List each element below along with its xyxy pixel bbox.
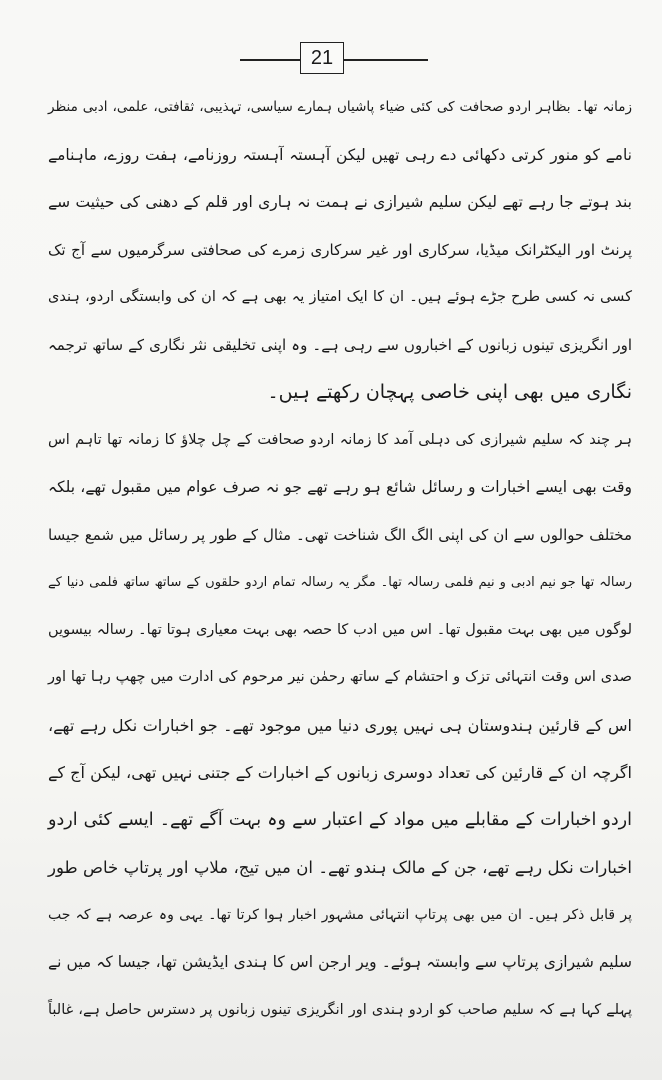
text-line: وقت بھی ایسے اخبارات و رسائل شائع ہو رہے تھے جو نہ صرف عوام میں مقبول تھے، بلکہ [48,478,632,496]
text-line: لوگوں میں بھی بہت مقبول تھا۔ اس میں ادب کا حصہ بھی بہت معیاری ہوتا تھا۔ رسالہ بیسویں [48,621,632,638]
text-line: اگرچہ ان کے قارئین کی تعداد دوسری زبانوں کے اخبارات کے جتنی نہیں تھی، لیکن آج کے [48,763,632,782]
text-line: زمانہ تھا۔ بظاہر اردو صحافت کی کئی ضیاء پاشیاں ہمارے سیاسی، تہذیبی، ثقافتی، علمی، ادبی منظر [48,99,632,115]
page-number: 21 [300,42,344,74]
text-line: صدی اس وقت انتہائی تزک و احتشام کے ساتھ رحمٰن نیر مرحوم کی ادارت میں چھپ رہا تھا اور [48,669,632,685]
text-line: اس کے قارئین ہندوستان ہی نہیں پوری دنیا میں موجود تھے۔ جو اخبارات نکل رہے تھے، [48,715,632,735]
page-header [0,42,662,76]
text-line: اخبارات نکل رہے تھے، جن کے مالک ہندو تھے۔ ان میں تیج، ملاپ اور پرتاپ خاص طور [48,858,632,877]
text-line: نامے کو منور کرتی دکھائی دے رہی تھیں لیکن آہستہ آہستہ روزنامے، ہفت روزے، ماہنامے [48,145,632,164]
header-rule-right [344,59,428,61]
header-rule-left [240,59,300,61]
text-line: اور انگریزی تینوں زبانوں کے اخباروں سے رہی ہے۔ وہ اپنی تخلیقی نثر نگاری کے ساتھ ترجمہ [48,335,632,354]
text-line: پرنٹ اور الیکٹرانک میڈیا، سرکاری اور غیر سرکاری زمرے کی صحافتی سرگرمیوں سے آج تک [48,240,632,259]
text-line: پر قابل ذکر ہیں۔ ان میں بھی پرتاپ انتہائی مشہور اخبار ہوا کرتا تھا۔ یہی وہ عرصہ ہے کہ جب [48,906,632,923]
text-line: بند ہوتے جا رہے تھے لیکن سلیم شیرازی نے ہمت نہ ہاری اور قلم کے دھنی کی حیثیت سے [48,193,632,211]
text-line: مختلف حوالوں سے ان کی اپنی الگ الگ شناخت تھی۔ مثال کے طور پر رسائل میں شمع جیسا [48,525,632,544]
text-line: سلیم شیرازی پرتاپ سے وابستہ ہوئے۔ ویر ارجن اس کا ہندی ایڈیشن تھا، جیسا کہ میں نے [48,953,632,971]
text-line: پہلے کہا ہے کہ سلیم صاحب کو اردو ہندی اور انگریزی تینوں زبانوں پر دسترس حاصل ہے، غالباً [48,1001,632,1018]
text-line: کسی نہ کسی طرح جڑے ہوئے ہیں۔ ان کا ایک امتیاز یہ بھی ہے کہ ان کی وابستگی اردو، ہندی [48,289,632,305]
text-line: ہر چند کہ سلیم شیرازی کی دہلی آمد کا زمانہ اردو صحافت کے چل چلاؤ کا زمانہ تھا تاہم اس [48,431,632,448]
text-line: اردو اخبارات کے مقابلے میں مواد کے اعتبار سے وہ بہت آگے تھے۔ ایسے کئی اردو [48,809,632,830]
text-line: رسالہ تھا جو نیم ادبی و نیم فلمی رسالہ تھا۔ مگر یہ رسالہ تمام اردو حلقوں کے ساتھ ساتھ فلمی دنیا کے [48,575,632,590]
body-text [48,84,632,1034]
text-line-paragraph-end: نگاری میں بھی اپنی خاصی پہچان رکھتے ہیں۔ [267,381,632,403]
